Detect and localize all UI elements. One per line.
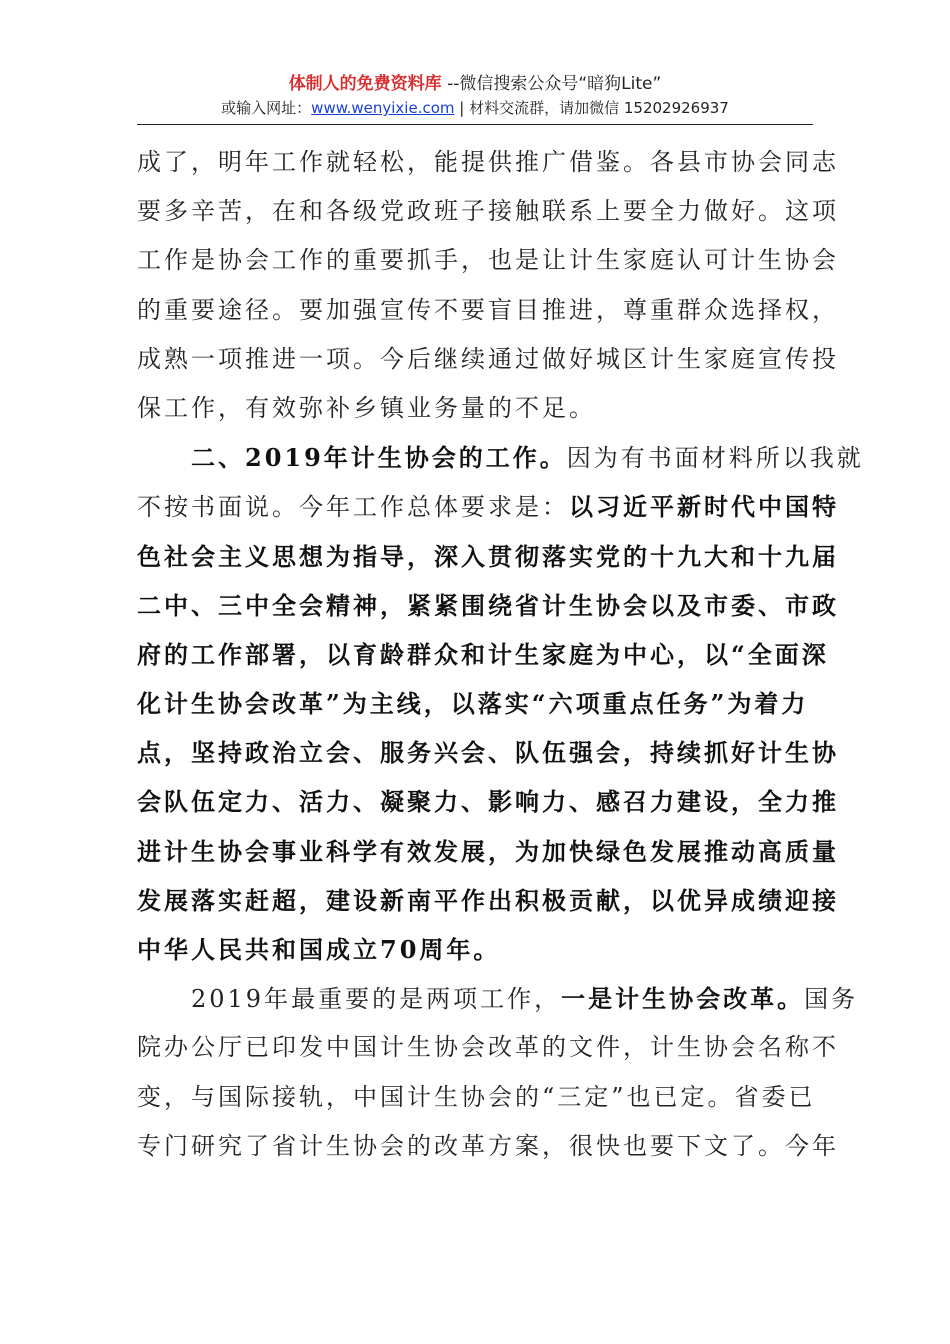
text-run: 因为有书面材料所以我就 xyxy=(566,444,864,473)
text-line xyxy=(137,876,839,925)
text-run xyxy=(137,444,191,472)
text-line xyxy=(137,679,813,728)
page-header xyxy=(137,72,813,119)
text-line xyxy=(137,728,839,777)
bold-text-run: 以习近平新时代中国特 xyxy=(569,492,839,522)
text-line xyxy=(137,138,839,187)
text-line xyxy=(137,433,864,482)
text-run: 不按书面说。今年工作总体要求是： xyxy=(137,493,569,522)
text-line xyxy=(137,482,839,531)
text-line xyxy=(137,925,813,974)
text-line xyxy=(137,777,839,826)
website-link[interactable]: www.wenyixie.com xyxy=(311,99,455,117)
document-body xyxy=(137,138,864,1171)
header-contact: | 材料交流群，请加微信 15202926937 xyxy=(454,99,729,117)
text-run: 变，与国际接轨，中国计生协会的“三定”也已定。省委已 xyxy=(137,1082,816,1111)
text-line xyxy=(137,384,813,433)
header-brand: 体制人的免费资料库 xyxy=(288,74,442,94)
text-line xyxy=(137,1023,839,1072)
bold-text-run: 色社会主义思想为指导，深入贯彻落实党的十九大和十九届 xyxy=(137,541,839,571)
text-line xyxy=(137,827,839,876)
text-run: 成熟一项推进一项。今后继续通过做好城区计生家庭宣传投 xyxy=(137,344,839,373)
text-run: 保工作，有效弥补乡镇业务量的不足。 xyxy=(137,393,596,422)
bold-text-run: 化计生协会改革”为主线，以落实“六项重点任务”为着力 xyxy=(137,689,809,719)
bold-text-run: 一是计生协会改革。 xyxy=(561,984,805,1014)
header-promo: --微信搜索公众号“暗狗Lite” xyxy=(441,74,662,94)
text-run: 专门研究了省计生协会的改革方案，很快也要下文了。今年 xyxy=(137,1131,839,1160)
text-line xyxy=(137,1073,816,1122)
text-line xyxy=(137,1122,839,1171)
text-line xyxy=(137,286,839,335)
text-run: 成了，明年工作就轻松，能提供推广借鉴。各县市协会同志 xyxy=(137,148,839,176)
text-line xyxy=(137,532,839,581)
header-contact-line xyxy=(137,97,813,119)
bold-text-run: 二、2019年计生协会的工作。 xyxy=(191,443,567,473)
text-run: 院办公厅已印发中国计生协会改革的文件，计生协会名称不 xyxy=(137,1033,839,1062)
bold-text-run: 二中、三中全会精神，紧紧围绕省计生协会以及市委、市政 xyxy=(137,590,839,620)
text-line xyxy=(137,630,829,679)
bold-text-run: 点，坚持政治立会、服务兴会、队伍强会，持续抓好计生协 xyxy=(137,738,839,768)
header-url-prefix: 或输入网址： xyxy=(221,99,312,117)
bold-text-run: 进计生协会事业科学有效发展，为加快绿色发展推动高质量 xyxy=(137,836,839,866)
text-line xyxy=(137,236,839,285)
text-line xyxy=(137,187,839,236)
bold-text-run: 发展落实赶超，建设新南平作出积极贡献，以优异成绩迎接 xyxy=(137,885,839,915)
header-promo-line xyxy=(137,72,813,96)
text-line xyxy=(137,581,839,630)
text-run: 2019年最重要的是两项工作， xyxy=(137,985,562,1014)
bold-text-run: 中华人民共和国成立70周年。 xyxy=(137,935,501,964)
text-line xyxy=(137,335,839,384)
text-run: 要多辛苦，在和各级党政班子接触联系上要全力做好。这项 xyxy=(137,197,839,226)
text-line xyxy=(137,974,859,1023)
text-run: 工作是协会工作的重要抓手，也是让计生家庭认可计生协会 xyxy=(137,246,839,275)
bold-text-run: 府的工作部署，以育龄群众和计生家庭为中心，以“全面深 xyxy=(137,639,829,669)
text-run: 国务 xyxy=(804,985,859,1014)
text-run: 的重要途径。要加强宣传不要盲目推进，尊重群众选择权， xyxy=(137,295,839,324)
header-divider xyxy=(137,124,813,125)
bold-text-run: 会队伍定力、活力、凝聚力、影响力、感召力建设，全力推 xyxy=(137,787,839,817)
